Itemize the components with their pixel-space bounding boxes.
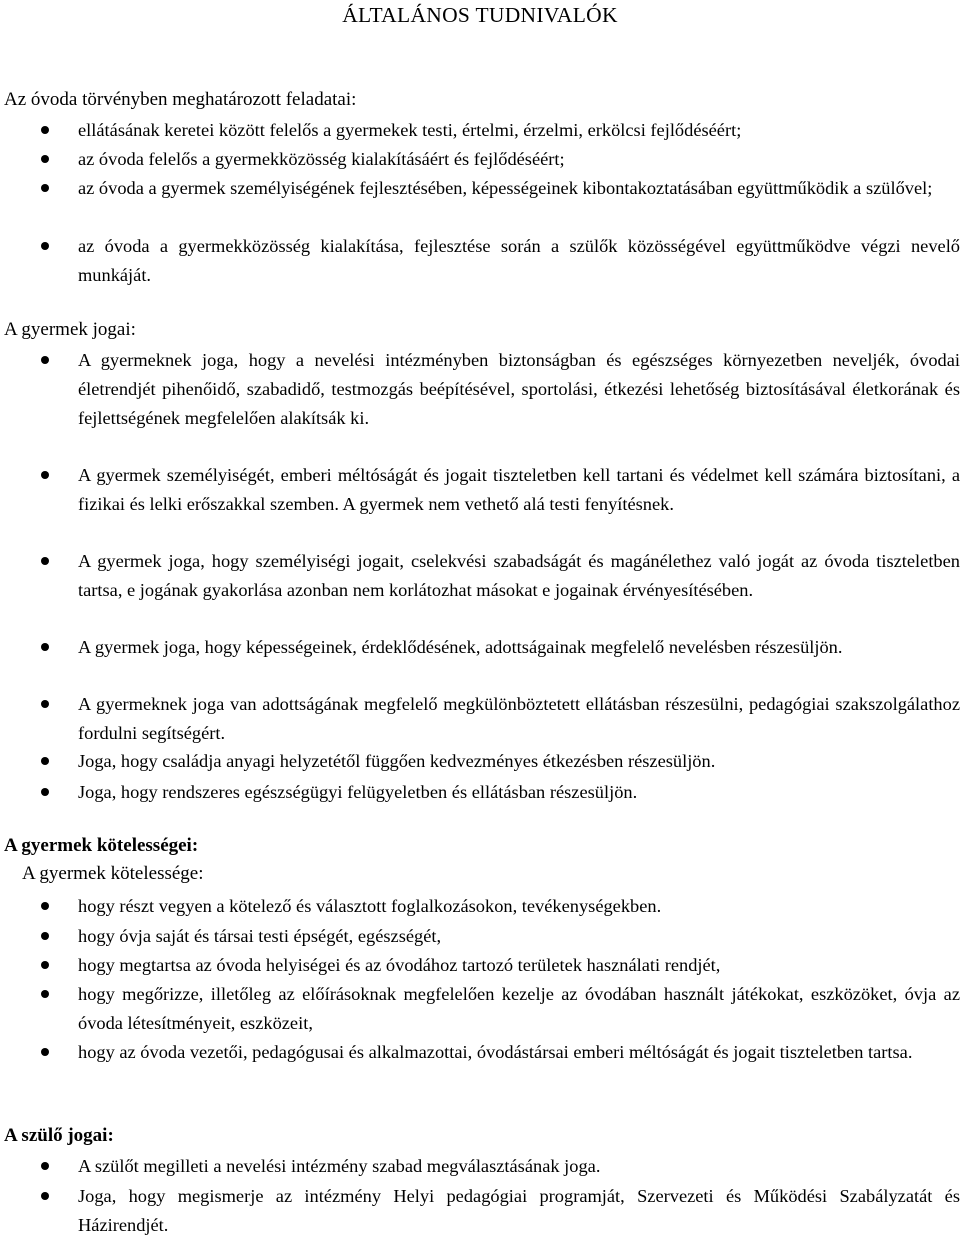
list-item: hogy megtartsa az óvoda helyiségei és az óvodához tartozó területek használati rendjét,	[78, 951, 960, 980]
list-item: A gyermek személyiségét, emberi méltóságát és jogait tiszteletben kell tartani és védelmet kell számára biztosítani, a fizikai és lelki erőszakkal szemben. A gyermek nem vethető alá testi fenyítésnek.	[78, 461, 960, 519]
list-item: az óvoda a gyermekközösség kialakítása, fejlesztése során a szülők közösségével együttműködve végzi nevelő munkáját.	[78, 232, 960, 290]
section-heading-gyermek-kotelessegei: A gyermek kötelességei:	[4, 835, 199, 856]
list-item: A gyermeknek joga, hogy a nevelési intézményben biztonságban és egészséges környezetben neveljék, óvodai életrendjét pihenőidő, szabadidő, testmozgás beépítésével, sportolási, étkezési lehetőség biztosításával életkorának és fejlettségének megfelelően alakítsák ki.	[78, 346, 960, 433]
section-heading-gyermek-jogai: A gyermek jogai:	[4, 319, 136, 340]
list-item: A gyermek joga, hogy személyiségi jogait, cselekvési szabadságát és magánélethez való jogát az óvoda tiszteletben tartsa, e jogának gyakorlása azonban nem korlátozhat másokat e jogainak érvényesítésében.	[78, 547, 960, 605]
list-item: hogy óvja saját és társai testi épségét, egészségét,	[78, 922, 960, 951]
list-item: az óvoda a gyermek személyiségének fejlesztésében, képességeinek kibontakoztatásában együttműködik a szülővel;	[78, 174, 960, 203]
list-item: A gyermeknek joga van adottságának megfelelő megkülönböztetett ellátásban részesülni, pedagógiai szakszolgálathoz fordulni segítségért.	[78, 690, 960, 748]
list-item: hogy részt vegyen a kötelező és választott foglalkozásokon, tevékenységekben.	[78, 892, 960, 921]
list-item: hogy megőrizze, illetőleg az előírásoknak megfelelően kezelje az óvodában használt játékokat, eszközöket, óvja az óvoda létesítményeit, eszközeit,	[78, 980, 960, 1038]
list-item: ellátásának keretei között felelős a gyermekek testi, értelmi, érzelmi, erkölcsi fejlődéséért;	[78, 116, 960, 145]
section-heading-szulo-jogai: A szülő jogai:	[4, 1125, 114, 1146]
list-item: hogy az óvoda vezetői, pedagógusai és alkalmazottai, óvodástársai emberi méltóságát és jogait tiszteletben tartsa.	[78, 1038, 960, 1067]
section-heading-ovoda-feladatai: Az óvoda törvényben meghatározott feladatai:	[4, 89, 357, 110]
section-subheading: A gyermek kötelessége:	[22, 863, 204, 884]
list-item: A gyermek joga, hogy képességeinek, érdeklődésének, adottságainak megfelelő nevelésben részesüljön.	[78, 633, 960, 662]
list-item: az óvoda felelős a gyermekközösség kialakításáért és fejlődéséért;	[78, 145, 960, 174]
list-item: A szülőt megilleti a nevelési intézmény szabad megválasztásának joga.	[78, 1152, 960, 1181]
list-item: Joga, hogy családja anyagi helyzetétől függően kedvezményes étkezésben részesüljön.	[78, 747, 960, 776]
list-item: Joga, hogy rendszeres egészségügyi felügyeletben és ellátásban részesüljön.	[78, 778, 960, 807]
list-item: Joga, hogy megismerje az intézmény Helyi pedagógiai programját, Szervezeti és Működési Szabályzatát és Házirendjét.	[78, 1182, 960, 1240]
document-title: ÁLTALÁNOS TUDNIVALÓK	[342, 3, 618, 27]
